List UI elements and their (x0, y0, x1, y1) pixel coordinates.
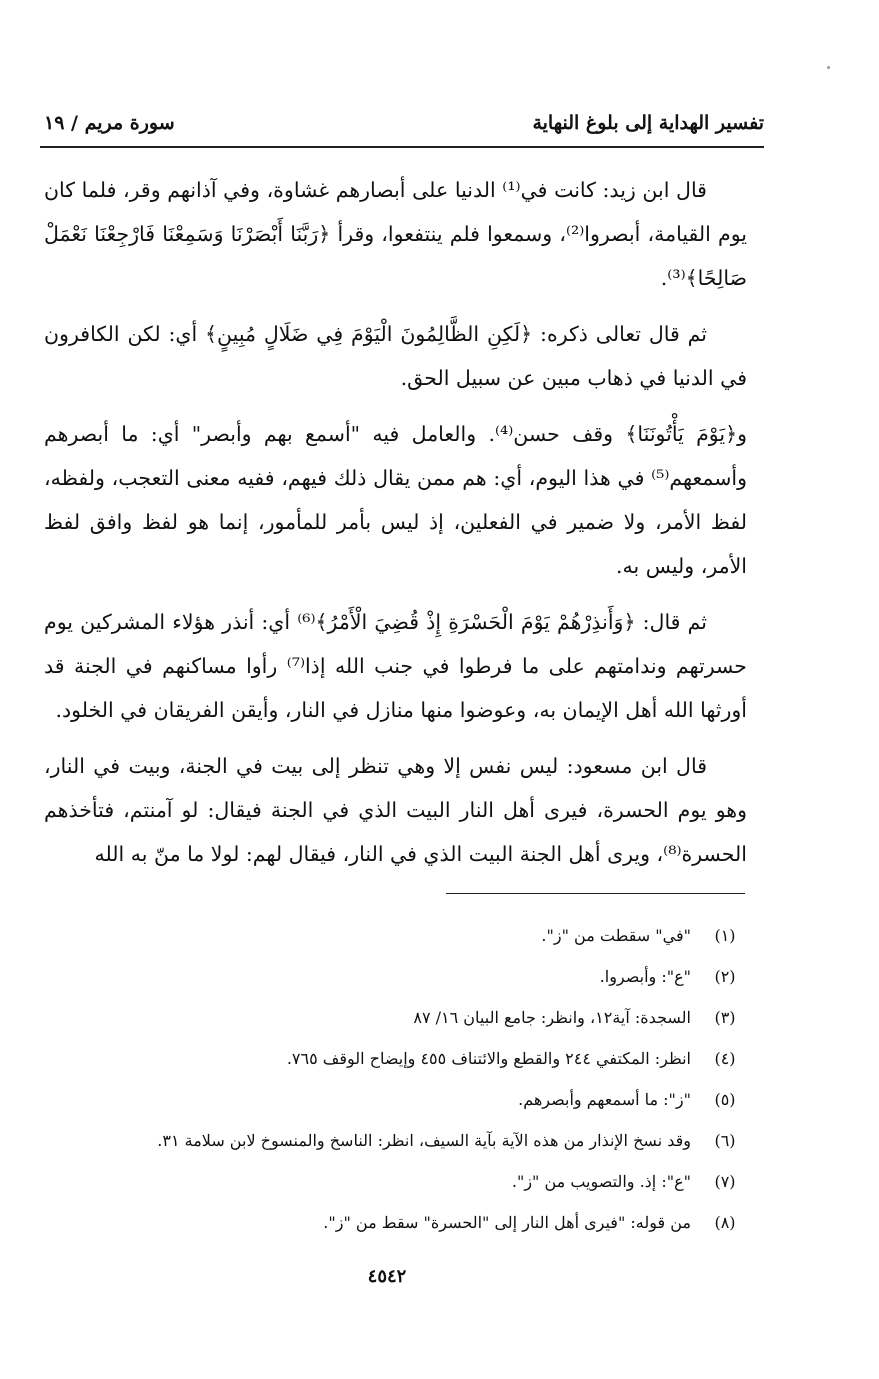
footnote-item (47, 1161, 747, 1202)
footnote-item (47, 1202, 747, 1243)
footnote-number: (٢) (714, 967, 736, 986)
footnote-text: من قوله: "فيرى أهل النار إلى "الحسرة" سقط من "ز". (323, 1213, 691, 1232)
header-divider (40, 146, 764, 148)
footnote-number: (٤) (714, 1049, 736, 1068)
footnote-text: "في" سقطت من "ز". (541, 926, 691, 945)
page-number: ٤٥٤٢ (367, 1266, 407, 1287)
scan-speck (827, 66, 830, 69)
footnote-number: (٦) (714, 1131, 736, 1150)
paragraph-andhirhum: ثم قال: ﴿وَأَنذِرْهُمْ يَوْمَ الْحَسْرَةِ إِذْ قُضِيَ الْأَمْرُ﴾⁽⁶⁾ أي: أنذر هؤلاء المشركين يوم حسرتهم وندامتهم على ما فرطوا في جنب الله إذا⁽⁷⁾ رأوا مساكنهم في الجنة قد أورثها الله أهل الإيمان به، وعوضوا منها منازل في النار، وأيقن الفريقان في الخلود. (44, 610, 747, 722)
footnote-number: (٧) (714, 1172, 736, 1191)
footnote-divider (446, 893, 745, 894)
surah-page-label: سورة مريم / ١٩ (44, 112, 175, 134)
footnote-number: (٥) (714, 1090, 736, 1109)
footnote-number: (١) (714, 926, 736, 945)
footnote-item (47, 1038, 747, 1079)
paragraph-zalimun: ثم قال تعالى ذكره: ﴿لَكِنِ الظَّالِمُونَ الْيَوْمَ فِي ضَلَالٍ مُبِينٍ﴾ أي: لكن الكافرون في الدنيا في ذهاب مبين عن سبيل الحق. (44, 322, 747, 390)
footnote-text: "ع": إذ. والتصويب من "ز". (511, 1172, 691, 1191)
footnote-number: (٣) (714, 1008, 736, 1027)
paragraph-yawma-yatunana: و﴿يَوْمَ يَأْتُونَنَا﴾ وقف حسن⁽⁴⁾. والعامل فيه "أسمع بهم وأبصر" أي: ما أبصرهم وأسمعهم⁽⁵⁾ في هذا اليوم، أي: هم ممن يقال ذلك فيهم، ففيه معنى التعجب، ولفظه، لفظ الأمر، ولا ضمير في الفعلين، إذ ليس بأمر للمأمور، إنما هو لفظ وافق لفظ الأمر، وليس به. (44, 422, 747, 578)
paragraph-ibn-zayd: قال ابن زيد: كانت في⁽¹⁾ الدنيا على أبصارهم غشاوة، وفي آذانهم وقر، فلما كان يوم القيامة، أبصروا⁽²⁾، وسمعوا فلم ينتفعوا، وقرأ ﴿رَبَّنَا أَبْصَرْنَا وَسَمِعْنَا فَارْجِعْنَا نَعْمَلْ صَالِحًا﴾⁽³⁾. (44, 178, 747, 290)
book-title: تفسير الهداية إلى بلوغ النهاية (532, 112, 764, 134)
footnotes (47, 915, 747, 1243)
footnote-text: "ز": ما أسمعهم وأبصرهم. (518, 1090, 691, 1109)
footnote-text: انظر: المكتفي ٢٤٤ والقطع والائتناف ٤٥٥ وإيضاح الوقف ٧٦٥. (286, 1049, 691, 1068)
footnote-item (47, 915, 747, 956)
footnote-item (47, 1079, 747, 1120)
footnote-item (47, 997, 747, 1038)
main-text (44, 168, 747, 888)
footnote-text: وقد نسخ الإنذار من هذه الآية بآية السيف، انظر: الناسخ والمنسوخ لابن سلامة ٣١. (157, 1131, 691, 1150)
footnote-text: السجدة: آية١٢، وانظر: جامع البيان ١٦/ ٨٧ (413, 1008, 691, 1027)
paragraph-ibn-masud: قال ابن مسعود: ليس نفس إلا وهي تنظر إلى بيت في الجنة، وبيت في النار، وهو يوم الحسرة، فيرى أهل النار البيت الذي في الجنة فيقال: لو آمنتم، فتأخذهم الحسرة⁽⁸⁾، ويرى أهل الجنة البيت الذي في النار، فيقال لهم: لولا ما منّ به الله (44, 754, 747, 866)
footnote-number: (٨) (714, 1213, 736, 1232)
footnote-text: "ع": وأبصروا. (599, 967, 691, 986)
footnote-item (47, 956, 747, 997)
running-header (44, 112, 764, 148)
footnote-item (47, 1120, 747, 1161)
